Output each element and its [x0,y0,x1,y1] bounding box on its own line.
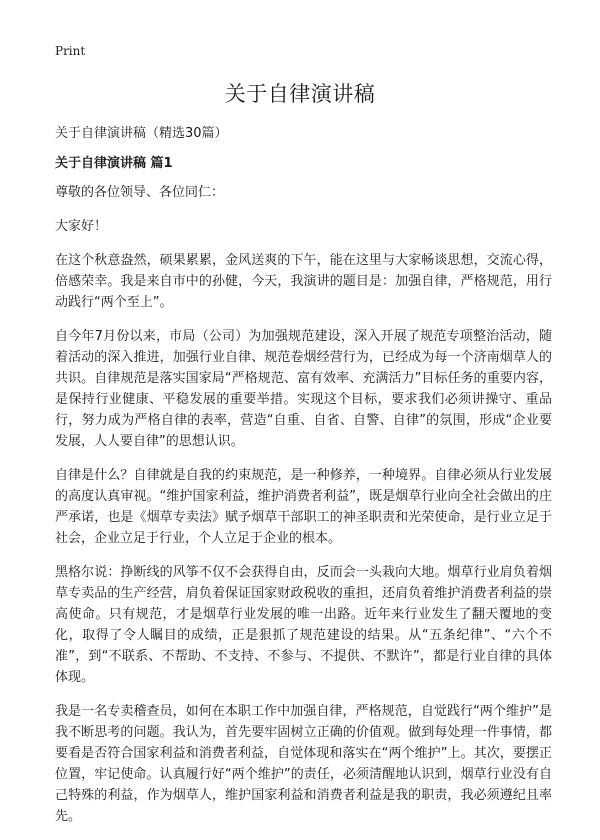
print-link[interactable]: Print [55,44,86,58]
document-subtitle: 关于自律演讲稿（精选30篇） [55,126,228,141]
body-paragraph: 黑格尔说：挣断线的风筝不仅不会获得自由，反而会一头栽向大地。烟草行业肩负着烟草专卖品的生产经营，肩负着保证国家财政税收的重担，还肩负着维护消费者利益的崇高使命。只有规范，才是烟草行业发展的唯一出路。近年来行业发生了翻天覆地的变化，取得了令人瞩目的成绩，正是狠抓了规范建设的结果。从“五条纪律”、“六个不准”，到“不联系、不帮助、不支持、不参与、不提供、不默许”，都是行业自律的具体体现。 [55,565,552,685]
greeting: 大家好！ [55,219,108,234]
body-paragraph: 我是一名专卖稽查员，如何在本职工作中加强自律，严格规范，自觉践行“两个维护”是我不断思考的问题。我认为，首先要牢固树立正确的价值观。做到每处理一件事情，都要看是否符合国家利益和消费者利益，自觉体现和落实在“两个维护”上。其次，要摆正位置，牢记使命。认真履行好“两个维护”的责任，必须清醒地认识到，烟草行业没有自己特殊的利益，作为烟草人，维护国家利益和消费者利益是我的职责，我必须遵纪且率先。 [55,704,552,824]
speech-body [55,182,552,840]
body-paragraph: 在这个秋意盎然，硕果累累，金风送爽的下午，能在这里与大家畅谈思想，交流心得，倍感荣幸。我是来自市中的孙健，今天，我演讲的题目是：加强自律，严格规范，用行动践行“两个至上”。 [55,253,552,310]
salutation: 尊敬的各位领导、各位同仁： [55,185,225,200]
body-paragraph: 自律是什么？自律就是自我的约束规范，是一种修养，一种境界。自律必须从行业发展的高度认真审视。“维护国家利益，维护消费者利益”，既是烟草行业向全社会做出的庄严承诺，也是《烟草专卖法》赋予烟草干部职工的神圣职责和光荣使命，是行业立足于社会，企业立足于行业，个人立足于企业的根本。 [55,468,552,546]
body-paragraph: 自今年7月份以来，市局（公司）为加强规范建设，深入开展了规范专项整治活动，随着活动的深入推进，加强行业自律、规范卷烟经营行为，已经成为每一个济南烟草人的共识。自律规范是落实国家局“严格规范、富有效率、充满活力”目标任务的重要内容，是保持行业健康、平稳发展的重要举措。实现这个目标，要求我们必须讲操守、重品行，努力成为严格自律的表率，营造“自重、自省、自警、自律”的氛围，形成“企业要发展，人人要自律”的思想认识。 [55,329,552,449]
section-heading: 关于自律演讲稿 篇1 [55,156,173,171]
document-title: 关于自律演讲稿 [224,82,376,106]
